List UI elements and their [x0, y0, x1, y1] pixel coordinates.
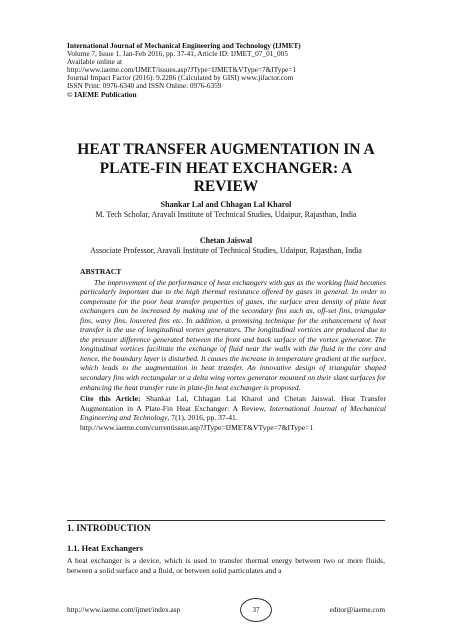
journal-name: International Journal of Mechanical Engineering and Technology (IJMET): [67, 41, 301, 50]
citation: [80, 394, 386, 432]
section-heading: 1. INTRODUCTION: [67, 524, 151, 534]
volume-info: Volume 7, Issue 1, Jan-Feb 2016, pp. 37-41, Article ID: IJMET_07_01_005: [67, 49, 288, 59]
citation-details: , 7(1), 2016, pp. 37-41.: [167, 413, 238, 423]
footer-email[interactable]: editor@iaeme.com: [329, 605, 385, 614]
footer-url[interactable]: http://www.iaeme.com/ijmet/index.asp: [67, 605, 181, 614]
copyright: © IAEME Publication: [67, 89, 137, 99]
title-line-3: REVIEW: [193, 178, 259, 195]
citation-label: Cite this Article:: [80, 394, 141, 404]
author-block-1: [60, 200, 392, 220]
intro-paragraph: A heat exchanger is a device, which is used to transfer thermal energy between two or more fluids, between a solid surface and a fluid, or between solid particulates and a: [67, 556, 385, 575]
citation-url[interactable]: http://www.iaeme.com/currentissue.asp?JType=IJMET&VType=7&IType=1: [80, 422, 314, 432]
page-number: 37: [240, 598, 272, 622]
journal-header: [67, 42, 397, 99]
author-names: Chetan Jaiswal: [199, 236, 253, 245]
title-line-1: HEAT TRANSFER AUGMENTATION IN A: [77, 141, 375, 158]
section-divider: [67, 520, 385, 521]
page-footer: [67, 598, 385, 622]
author-block-2: [60, 236, 392, 256]
paper-title: [60, 141, 392, 197]
subsection-heading: 1.1. Heat Exchangers: [67, 544, 143, 553]
citation-journal: International Journal of Mechanical Engineering and Technology: [80, 403, 386, 423]
available-online: Available online at: [67, 57, 122, 67]
author-affiliation: M. Tech Scholar, Aravali Institute of Technical Studies, Udaipur, Rajasthan, India: [95, 210, 357, 219]
abstract-heading: ABSTRACT: [80, 267, 122, 276]
issn-info: ISSN Print: 0976-6340 and ISSN Online: 0976-6359: [67, 81, 222, 91]
abstract-text: The improvement of the performance of heat exchangers with gas as the working fluid becomes particularly important due to the high thermal resistance offered by gases in general. In order to compensate for the poor heat transfer properties of gases, the surface area density of plate heat exchangers can be increased by making use of the secondary fins such as, off-set fins, triangular fins, wavy fins, louvered fins etc. In addition, a promising technique for the enhancement of heat transfer is the use of longitudinal vortex generators. The longitudinal vortices are produced due to the pressure difference generated between the front and back surface of the vortex generator. The longitudinal vortices facilitate the exchange of fluid near the walls with the fluid in the core and hence, the boundary layer is disturbed. It causes the increase in temperature gradient at the surface, which leads to the augmentation in heat transfer. An innovative design of triangular shaped secondary fins with rectangular or a delta wing vortex generator mounted on their slant surfaces for enhancing the heat transfer rate in plate-fin heat exchanger is proposed.: [80, 277, 386, 392]
citation-authors-title: Shankar Lal, Chhagan Lal Kharol and Chetan Jaiswal. Heat Transfer Augmentation in A Plate-Fin Heat Exchanger: A Review,: [80, 394, 386, 413]
abstract-block: [80, 267, 386, 432]
issue-link[interactable]: http://www.iaeme.com/IJMET/issues.asp?JType=IJMET&VType=7&IType=1: [67, 65, 297, 75]
impact-factor: Journal Impact Factor (2016): 9.2286 (Calculated by GISI) www.jifactor.com: [67, 73, 294, 83]
author-affiliation: Associate Professor, Aravali Institute of Technical Studies, Udaipur, Rajasthan, India: [90, 246, 362, 255]
title-line-2: PLATE-FIN HEAT EXCHANGER: A: [99, 159, 353, 177]
author-names: Shankar Lal and Chhagan Lal Kharol: [160, 200, 292, 209]
